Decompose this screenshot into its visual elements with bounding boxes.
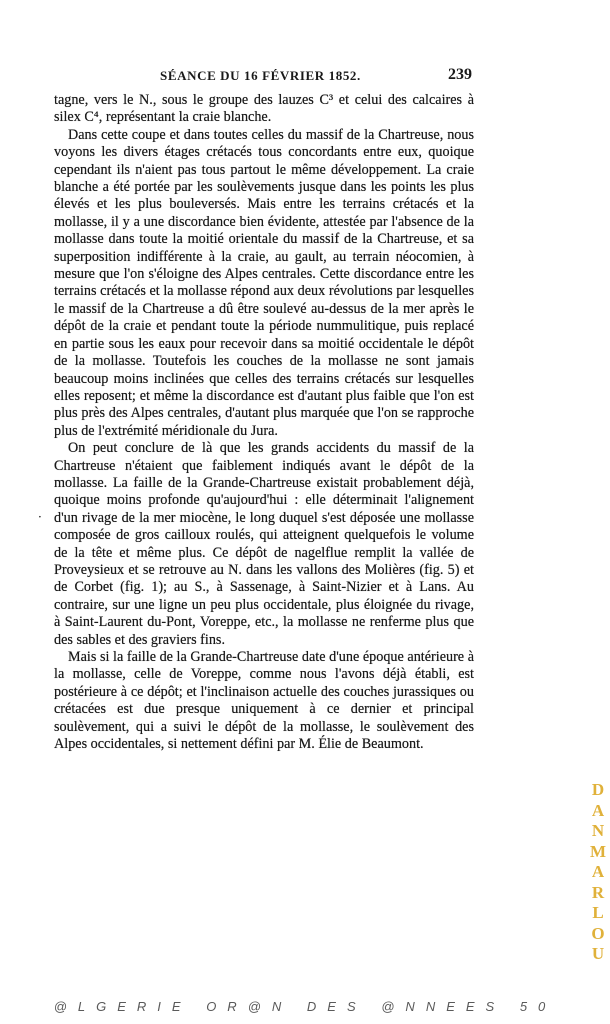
running-title: SÉANCE DU 16 FÉVRIER 1852. (160, 68, 361, 83)
paragraph: Mais si la faille de la Grande-Chartreuse date d'une époque antérieure à la mollasse, celle de Voreppe, comme nous l'avons déjà établi, est postérieure à ce dépôt; et l'inclinaison actuelle des couches jurassiques ou crétacées est due presque uniquement à ce dernier et principal soulèvement, qui a suivi le dépôt de la mollasse, le soulèvement des Alpes occidentales, si nettement défini par M. Élie de Beaumont. (54, 649, 474, 753)
paragraph-continuation: tagne, vers le N., sous le groupe des lauzes C³ et celui des calcaires à silex C⁴, représentant la craie blanche. (54, 92, 474, 126)
body-text (54, 92, 474, 753)
page-number: 239 (448, 66, 472, 83)
watermark-vertical: D A N M A R L O U (590, 780, 607, 963)
margin-mark: · (38, 510, 42, 524)
footer-watermark: @LGERIE OR@N DES @NNEES 50 (53, 999, 557, 1014)
paragraph: On peut conclure de là que les grands accidents du massif de la Chartreuse n'étaient que faiblement indiqués avant le dépôt de la mollasse. La faille de la Grande-Chartreuse existait probablement déjà, quoique moins profonde qu'aujourd'hui : elle déterminait l'alignement d'un rivage de la mer miocène, le long duquel s'est déposée une mollasse composée de gros cailloux roulés, qui atteignent quelquefois le volume de la tête et même plus. Ce dépôt de nagelflue remplit la vallée de Proveysieux et se retrouve au N. dans les vallons des Molières (fig. 5) et de Corbet (fig. 1); au S., à Sassenage, à Saint-Nizier et à Lans. Au contraire, sur une ligne un peu plus occidentale, plus éloignée du rivage, à Saint-Laurent du-Pont, Voreppe, etc., la mollasse ne renferme plus que des sables et des graviers fins. (54, 440, 474, 648)
page-header (54, 66, 472, 88)
paragraph: Dans cette coupe et dans toutes celles du massif de la Chartreuse, nous voyons les divers étages crétacés tous concordants entre eux, quoique cependant ils n'aient pas tous partout le même développement. La craie blanche a été portée par les soulèvements jusque dans les points les plus élevés et les plus bouleversés. Mais entre les terrains crétacés et la mollasse, il y a une discordance bien évidente, attestée par l'absence de la mollasse dans toute la moitié orientale du massif de la Chartreuse, et sa superposition indifférente à la craie, au gault, au terrain néocomien, à mesure que l'on s'éloigne des Alpes centrales. Cette discordance entre les terrains crétacés et la mollasse répond aux deux révolutions par lesquelles le massif de la Chartreuse a dû être soulevé au-dessus de la mer après le dépôt de la craie et pendant toute la période nummulitique, puis replacé en partie sous les eaux pour recevoir dans sa moitié occidentale le dépôt de la mollasse. Toutefois les couches de la mollasse ne sont jamais beaucoup moins inclinées que celles des terrains crétacés sur lesquelles elles reposent; et même la discordance est d'autant plus faible que l'on est plus près des Alpes centrales, d'autant plus marquée que l'on se rapproche plus de l'extrémité méridionale du Jura. (54, 126, 474, 439)
